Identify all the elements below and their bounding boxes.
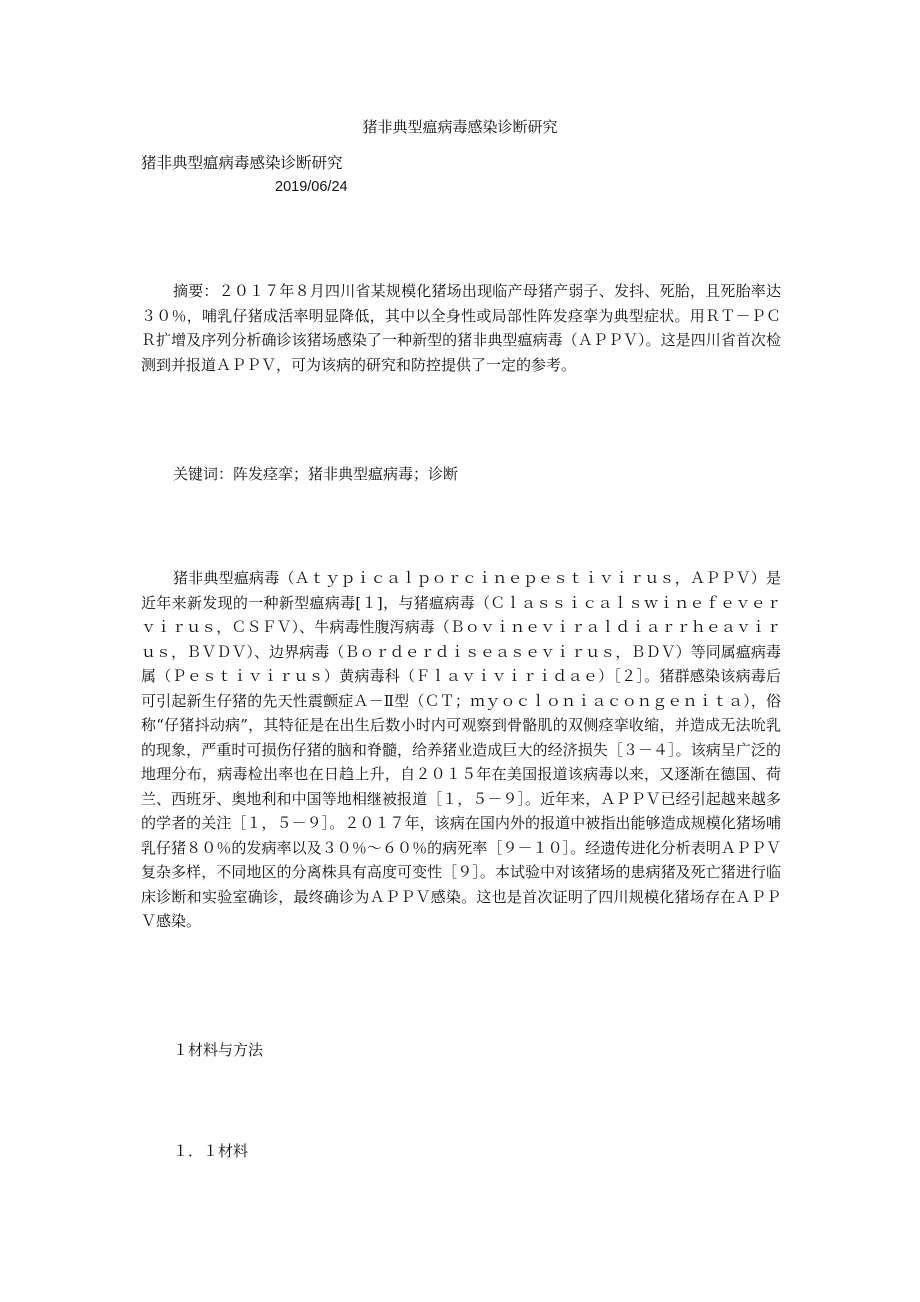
document-title: 猪非典型瘟病毒感染诊断研究 — [362, 118, 558, 136]
publish-date: 2019/06/24 — [275, 179, 348, 195]
abstract-paragraph: 摘要：２０１７年８月四川省某规模化猪场出现临产母猪产弱子、发抖、死胎，且死胎率达３０％，哺乳仔猪成活率明显降低，其中以全身性或局部性阵发痉挛为典型症状。用ＲＴ－ＰＣＲ扩增及序列分析确诊该猪场感染了一种新型的猪非典型瘟病毒（ＡＰＰＶ）。这是四川省首次检测到并报道ＡＰＰＶ，可为该病的研究和防控提供了一定的参考。 — [141, 282, 781, 374]
keywords-paragraph: 关键词：阵发痉挛；猪非典型瘟病毒；诊断 — [173, 465, 459, 483]
section-heading-materials-methods: １材料与方法 — [173, 1041, 264, 1059]
subsection-heading-materials: １．１材料 — [173, 1142, 249, 1160]
document-subtitle: 猪非典型瘟病毒感染诊断研究 — [141, 154, 343, 172]
intro-paragraph: 猪非典型瘟病毒（Ａｔｙｐｉｃａｌｐｏｒｃｉｎｅｐｅｓｔｉｖｉｒｕｓ，ＡＰＰＶ）是近年来新发现的一种新型瘟病毒[１]，与猪瘟病毒（Ｃｌａｓｓｉｃａｌｓｗｉｎｅｆｅｖｅｒｖｉｒｕｓ，ＣＳＦＶ）、牛病毒性腹泻病毒（Ｂｏｖｉｎｅｖｉｒａｌｄｉａｒｒｈｅａｖｉｒｕｓ，ＢＶＤＶ）、边界病毒（Ｂｏｒｄｅｒｄｉｓｅａｓｅｖｉｒｕｓ，ＢＤＶ）等同属瘟病毒属（Ｐｅｓｔｉｖｉｒｕｓ）黄病毒科（Ｆｌａｖｉｖｉｒｉｄａｅ）［２］。猪群感染该病毒后可引起新生仔猪的先天性震颤症Ａ－Ⅱ型（ＣＴ；ｍｙｏｃｌｏｎｉａｃｏｎｇｅｎｉｔａ），俗称“仔猪抖动病”，其特征是在出生后数小时内可观察到骨骼肌的双侧痉挛收缩，并造成无法吮乳的现象，严重时可损伤仔猪的脑和脊髓，给养猪业造成巨大的经济损失［３－４］。该病呈广泛的地理分布，病毒检出率也在日趋上升，自２０１５年在美国报道该病毒以来，又逐渐在德国、荷兰、西班牙、奥地利和中国等地相继被报道［１，５－９］。近年来，ＡＰＰＶ已经引起越来越多的学者的关注［１，５－９］。２０１７年，该病在国内外的报道中被指出能够造成规模化猪场哺乳仔猪８０％的发病率以及３０％～６０％的病死率［９－１０］。经遗传进化分析表明ＡＰＰＶ复杂多样，不同地区的分离株具有高度可变性［９］。本试验中对该猪场的患病猪及死亡猪进行临床诊断和实验室确诊，最终确诊为ＡＰＰＶ感染。这也是首次证明了四川规模化猪场存在ＡＰＰＶ感染。 — [141, 569, 781, 930]
